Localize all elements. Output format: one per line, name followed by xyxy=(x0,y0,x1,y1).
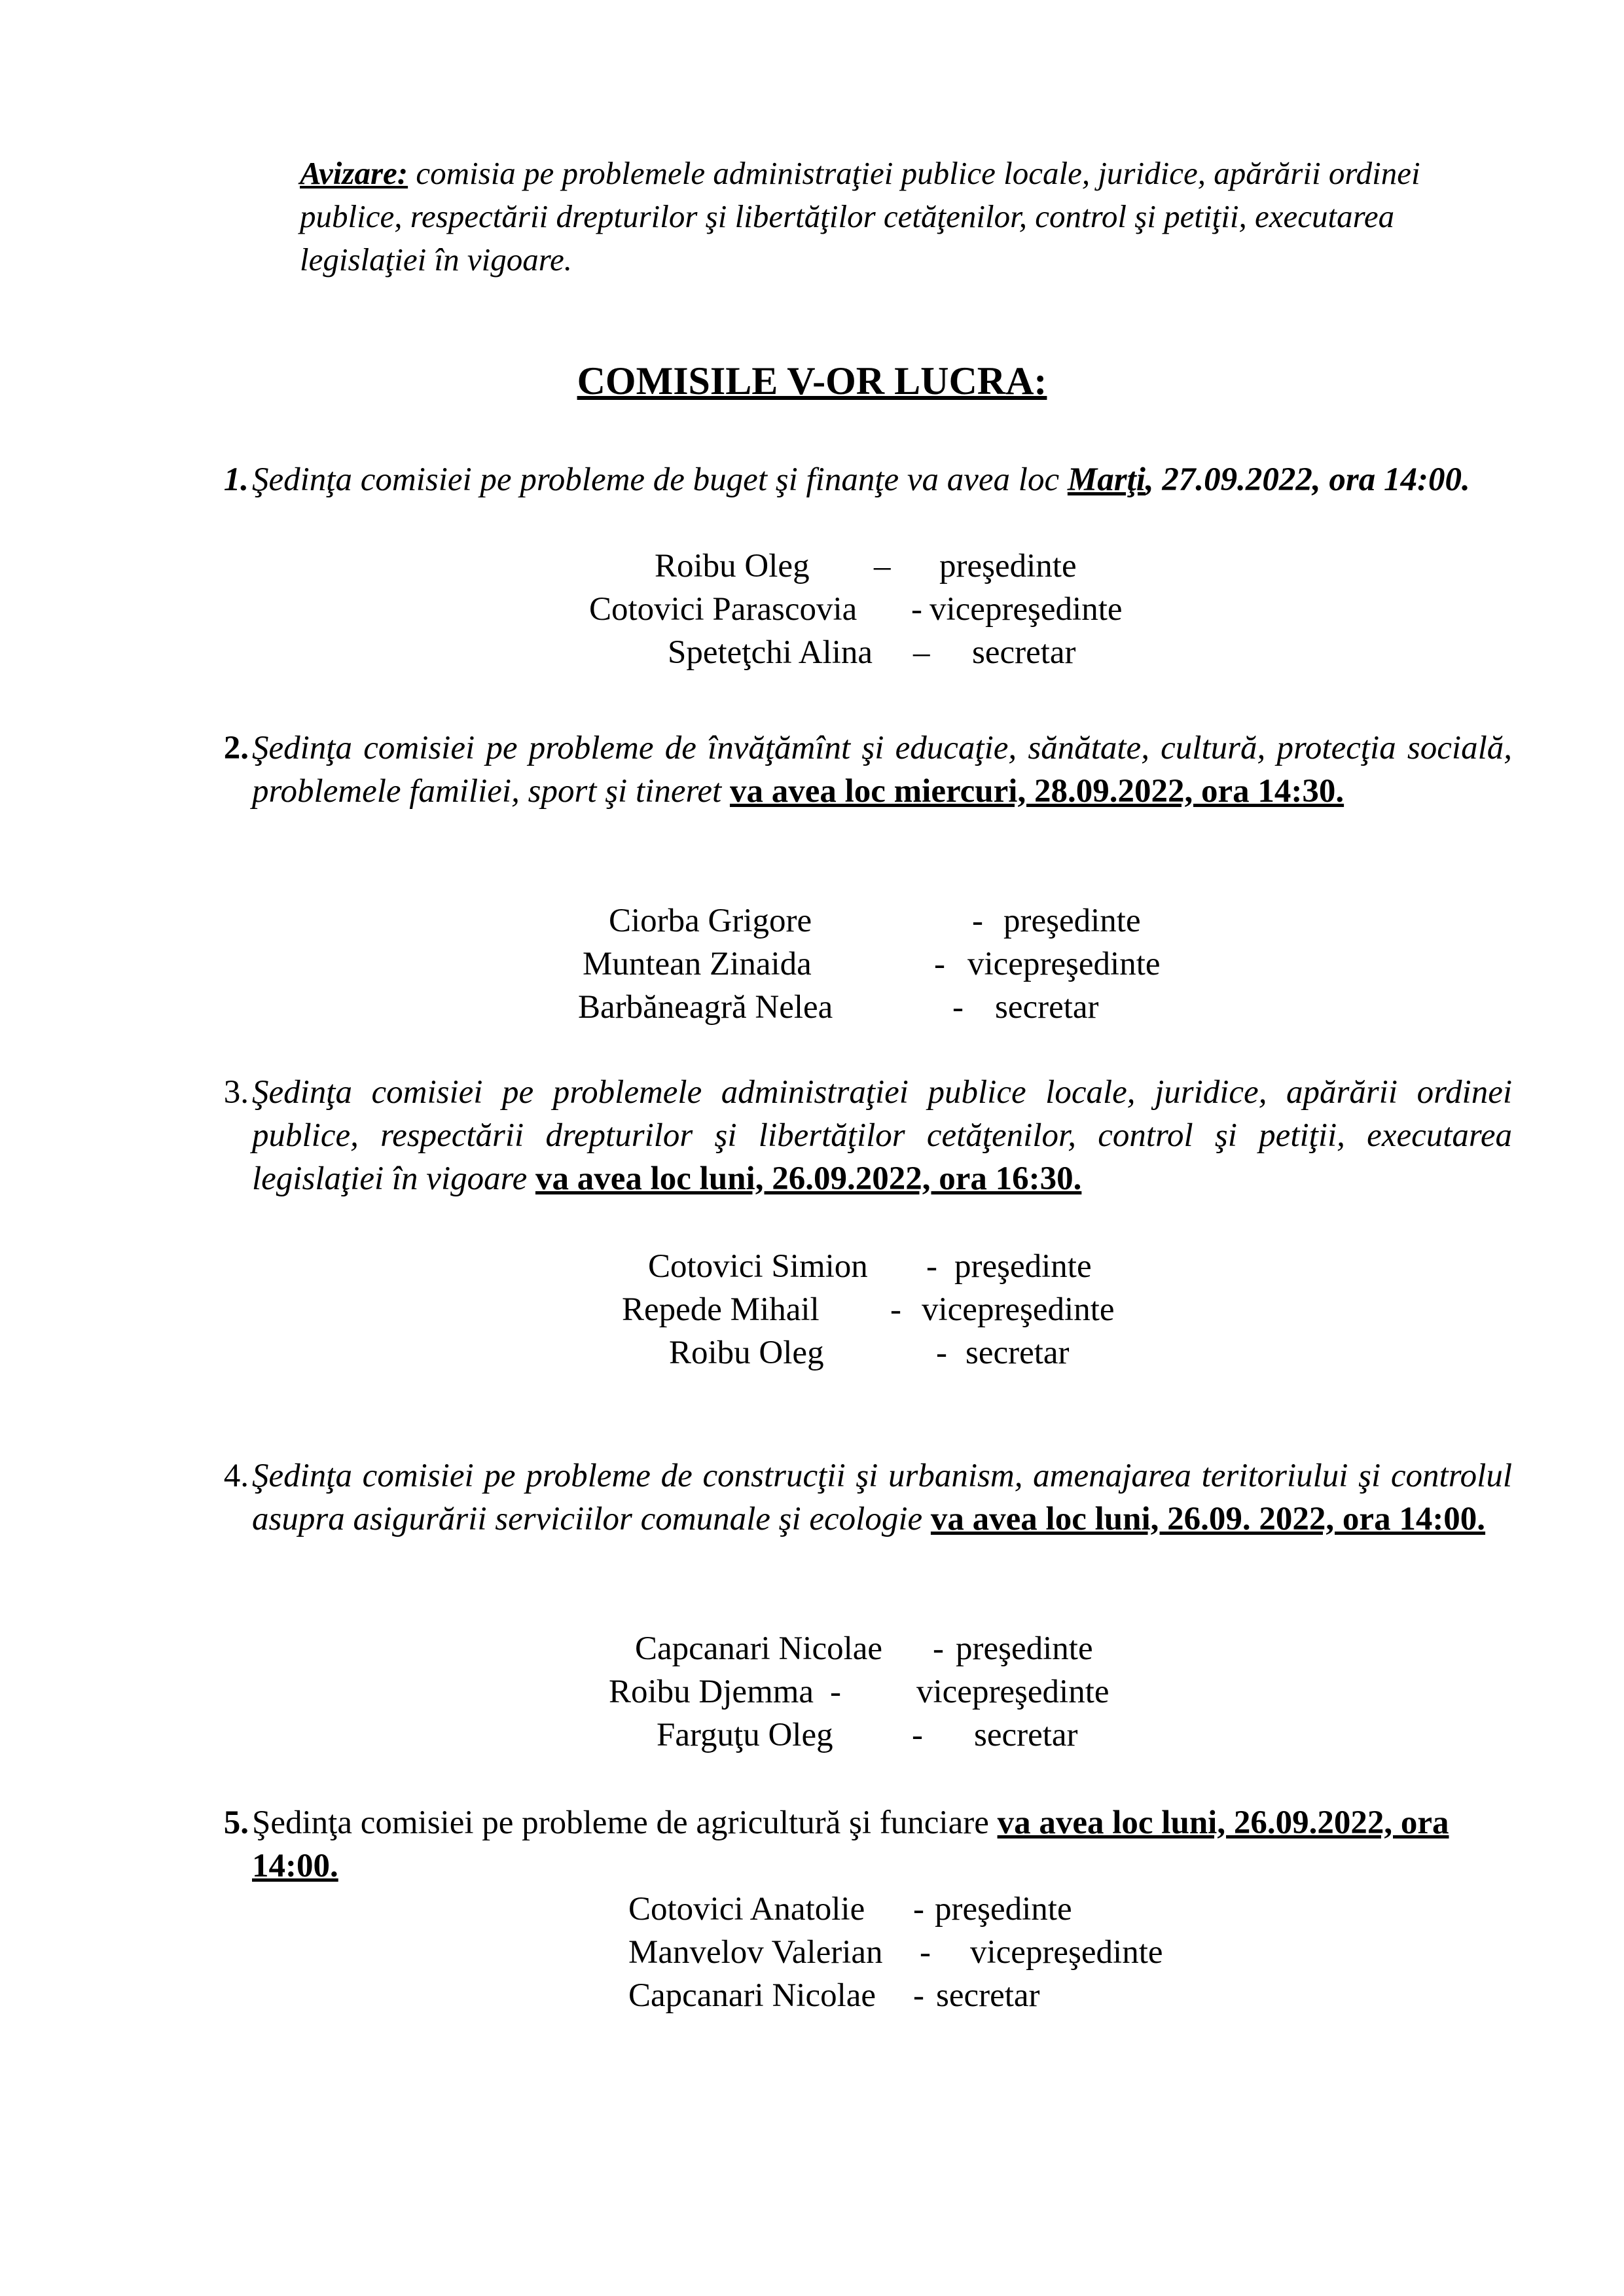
member-role: preşedinte xyxy=(956,1630,1093,1667)
avizare-paragraph xyxy=(300,152,1511,281)
item-text xyxy=(252,1071,1512,1200)
member-role: vicepreşedinte xyxy=(967,946,1161,982)
list-item-4 xyxy=(196,1454,1512,1541)
list-item-3 xyxy=(196,1071,1512,1200)
page-title: COMISILE V-OR LUCRA: xyxy=(577,359,1047,403)
member-name: Capcanari Nicolae xyxy=(635,1630,883,1667)
member-name: Repede Mihail xyxy=(622,1291,820,1328)
member-name: Ciorba Grigore xyxy=(609,903,812,939)
member-role: secretar xyxy=(936,1977,1040,2014)
member-separator: - xyxy=(936,1335,947,1371)
member-role: preşedinte xyxy=(954,1248,1092,1285)
list-item-5 xyxy=(196,1801,1512,1888)
member-role: preşedinte xyxy=(1003,903,1141,939)
member-separator: - xyxy=(913,1977,924,2014)
item-text xyxy=(252,1454,1512,1541)
member-role: vicepreşedinte xyxy=(970,1934,1163,1971)
item-when: va avea loc luni, 26.09.2022, ora 14:00. xyxy=(252,1804,1449,1884)
list-item-1 xyxy=(196,458,1512,501)
member-role: preşedinte xyxy=(935,1891,1072,1928)
member-name: Roibu Oleg xyxy=(669,1335,824,1371)
item-description: Şedinţa comisiei pe probleme de buget şi finanţe va avea loc xyxy=(252,461,1068,498)
item-day: Marţi xyxy=(1067,461,1146,498)
member-separator: – xyxy=(913,634,930,671)
member-separator: - xyxy=(912,1717,923,1753)
member-name: Cotovici Simion xyxy=(648,1248,868,1285)
item-description: Şedinţa comisiei pe probleme de agricultură şi funciare xyxy=(252,1804,998,1841)
member-separator: - xyxy=(972,903,983,939)
member-name: Farguţu Oleg xyxy=(657,1717,833,1753)
member-separator: - xyxy=(830,1674,841,1710)
list-item-2 xyxy=(196,726,1512,813)
member-name: Roibu Djemma xyxy=(609,1674,814,1710)
item-description: Şedinţa comisiei pe problemele administraţiei publice locale, juridice, apărării ordinei publice, respectării drepturilor şi libertăţilor cetăţenilor, control şi petiţii, executarea legislaţiei în vigoare xyxy=(252,1074,1512,1197)
item-when: va avea loc luni, 26.09.2022, ora 16:30. xyxy=(535,1160,1082,1197)
member-separator: - xyxy=(952,989,964,1026)
item-description: Şedinţa comisiei pe probleme de construcţii şi urbanism, amenajarea teritoriului şi controlul asupra asigurării serviciilor comunale şi ecologie xyxy=(252,1458,1512,1537)
member-name: Speteţchi Alina xyxy=(668,634,873,671)
member-role: secretar xyxy=(995,989,1099,1026)
item-text xyxy=(252,1801,1512,1888)
member-role: vicepreşedinte xyxy=(922,1291,1115,1328)
member-name: Roibu Oleg xyxy=(655,548,810,584)
member-separator: - xyxy=(926,1248,937,1285)
item-number: 1. xyxy=(223,461,249,498)
member-separator: - xyxy=(933,1630,944,1667)
member-role: preşedinte xyxy=(939,548,1077,584)
member-role: secretar xyxy=(965,1335,1070,1371)
member-separator: - xyxy=(934,946,945,982)
member-separator: - xyxy=(911,591,922,628)
item-when: va avea loc miercuri, 28.09.2022, ora 14:30. xyxy=(729,773,1344,810)
member-separator: - xyxy=(913,1891,924,1928)
item-number: 3. xyxy=(223,1074,249,1111)
member-separator: – xyxy=(874,548,891,584)
avizare-text: comisia pe problemele administraţiei publice locale, juridice, apărării ordinei publice, respectării drepturilor şi libertăţilor cetăţenilor, control şi petiţii, executarea legislaţiei în vigoare. xyxy=(300,155,1420,278)
item-description: Şedinţa comisiei pe probleme de învăţămînt şi educaţie, sănătate, cultură, protecţia socială, problemele familiei, sport şi tineret xyxy=(252,730,1512,810)
member-name: Cotovici Parascovia xyxy=(589,591,857,628)
avizare-label: Avizare: xyxy=(300,155,408,191)
member-role: vicepreşedinte xyxy=(916,1674,1110,1710)
member-role: vicepreşedinte xyxy=(929,591,1123,628)
item-text xyxy=(252,726,1512,813)
member-separator: - xyxy=(920,1934,931,1971)
item-number: 4. xyxy=(223,1458,249,1494)
member-name: Muntean Zinaida xyxy=(583,946,812,982)
item-number: 2. xyxy=(223,730,249,766)
member-name: Cotovici Anatolie xyxy=(628,1891,865,1928)
item-when: va avea loc luni, 26.09. 2022, ora 14:00. xyxy=(930,1501,1486,1537)
member-role: secretar xyxy=(974,1717,1078,1753)
member-role: secretar xyxy=(972,634,1076,671)
item-when: , 27.09.2022, ora 14:00. xyxy=(1145,461,1470,498)
member-name: Manvelov Valerian xyxy=(628,1934,883,1971)
member-name: Barbăneagră Nelea xyxy=(578,989,833,1026)
member-name: Capcanari Nicolae xyxy=(628,1977,876,2014)
member-separator: - xyxy=(890,1291,901,1328)
item-number: 5. xyxy=(223,1804,249,1841)
item-text xyxy=(252,458,1512,501)
